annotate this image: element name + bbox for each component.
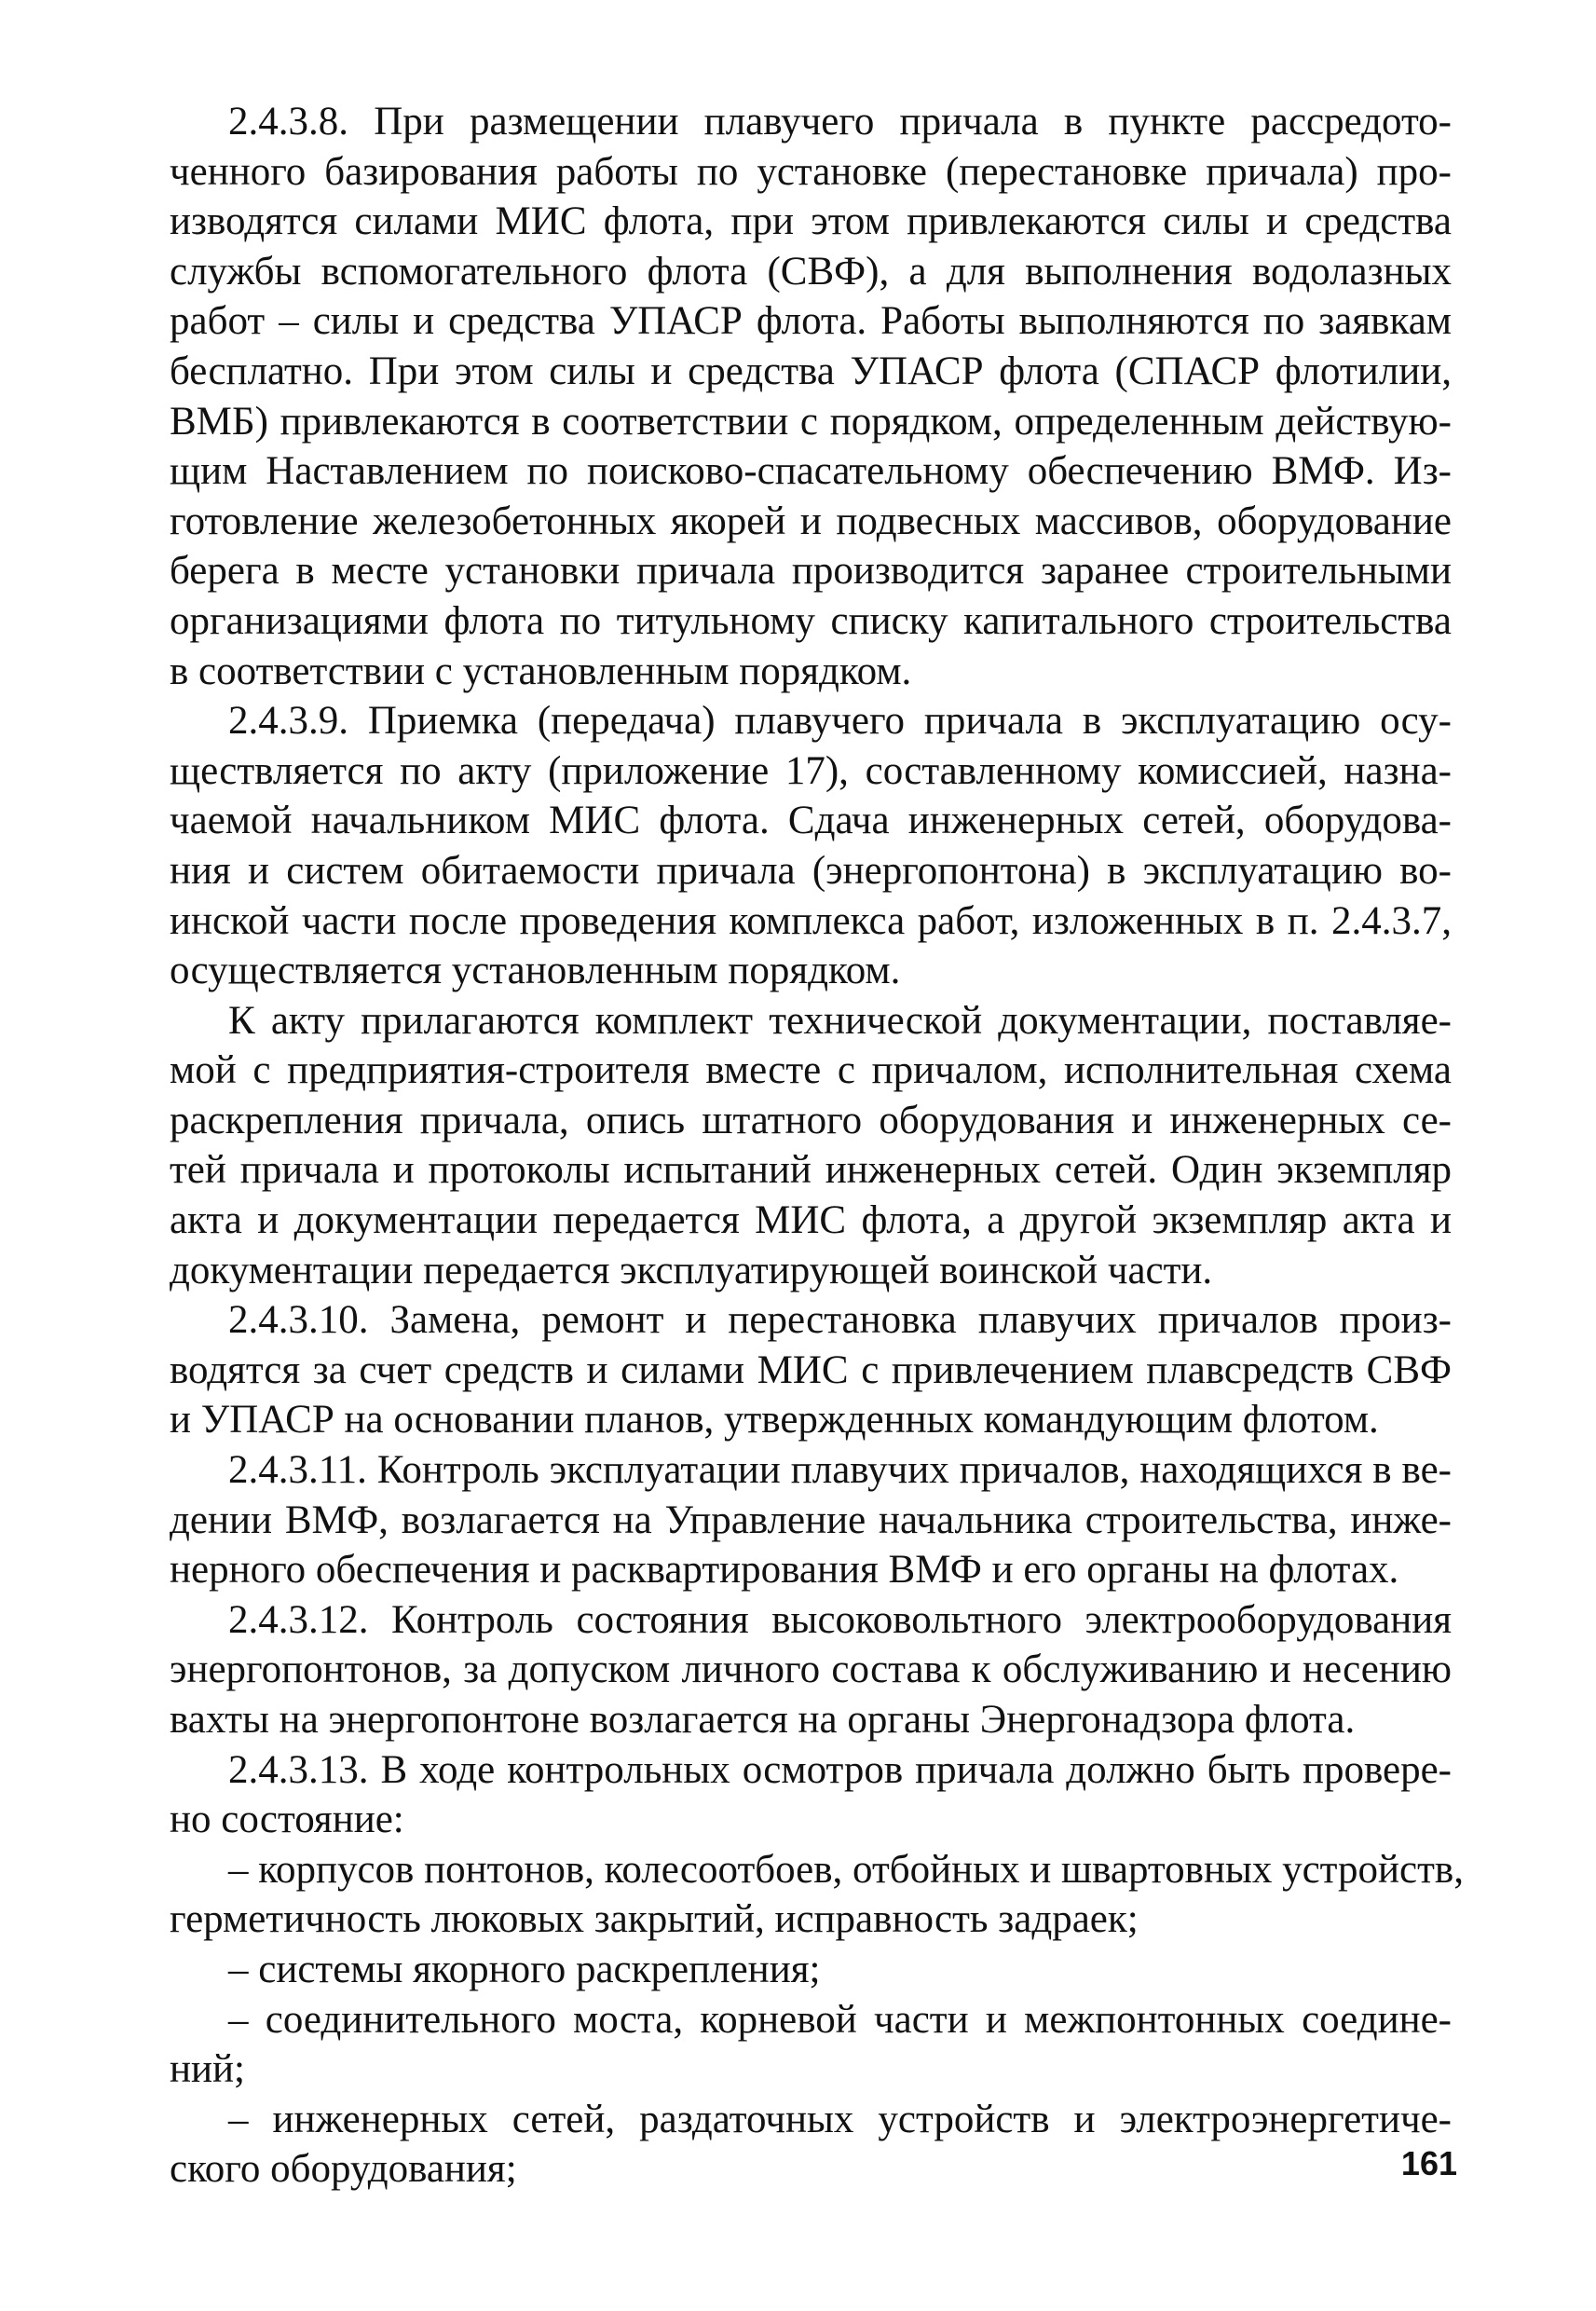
text-line: работ – силы и средства УПАСР флота. Работы выполняются по заявкам xyxy=(170,299,1452,344)
text-line: К акту прилагаются комплект технической документации, поставляе- xyxy=(228,998,1452,1043)
list-item-line: – корпусов понтонов, колесоотбоев, отбойных и швартовных устройств, xyxy=(228,1847,1464,1892)
text-line: щим Наставлением по поисково-спасательному обеспечению ВМФ. Из- xyxy=(170,449,1452,494)
text-line: 2.4.3.12. Контроль состояния высоковольтного электрооборудования xyxy=(228,1597,1452,1642)
text-line: в соответствии с установленным порядком. xyxy=(170,649,912,693)
text-line: ченного базирования работы по установке (перестановке причала) про- xyxy=(170,149,1452,194)
page-body-text xyxy=(170,97,1464,2195)
text-line: осуществляется установленным порядком. xyxy=(170,949,901,993)
list-item-line: – системы якорного раскрепления; xyxy=(228,1947,821,1991)
text-line: нерного обеспечения и расквартирования ВМФ и его органы на флотах. xyxy=(170,1548,1399,1593)
text-line: 2.4.3.9. Приемка (передача) плавучего причала в эксплуатацию осу- xyxy=(228,699,1452,744)
text-line: бесплатно. При этом силы и средства УПАСР флота (СПАСР флотилии, xyxy=(170,349,1452,393)
text-line: чаемой начальником МИС флота. Сдача инженерных сетей, оборудова- xyxy=(170,799,1452,843)
text-line: берега в месте установки причала производится заранее строительными xyxy=(170,549,1452,594)
text-line: мой с предприятия-строителя вместе с причалом, исполнительная схема xyxy=(170,1048,1452,1093)
text-line: организациями флота по титульному списку капитального строительства xyxy=(170,598,1452,643)
text-line: документации передается эксплуатирующей воинской части. xyxy=(170,1248,1213,1292)
text-line: 2.4.3.13. В ходе контрольных осмотров причала должно быть провере- xyxy=(228,1747,1452,1792)
page-number: 161 xyxy=(1400,2144,1457,2182)
text-line: готовление железобетонных якорей и подвесных массивов, оборудование xyxy=(170,499,1452,543)
text-line: акта и документации передается МИС флота, а другой экземпляр акта и xyxy=(170,1198,1452,1243)
text-line: инской части после проведения комплекса работ, изложенных в п. 2.4.3.7, xyxy=(170,898,1452,943)
text-line: службы вспомогательного флота (СВФ), а для выполнения водолазных xyxy=(170,249,1452,294)
text-line: но состояние: xyxy=(170,1798,404,1842)
list-item-line: герметичность люковых закрытий, исправность задраек; xyxy=(170,1897,1139,1942)
list-item-line: – инженерных сетей, раздаточных устройств и электроэнергетиче- xyxy=(228,2097,1452,2141)
text-line: и УПАСР на основании планов, утвержденных командующим флотом. xyxy=(170,1398,1379,1443)
text-line: изводятся силами МИС флота, при этом привлекаются силы и средства xyxy=(170,199,1452,244)
text-line: вахты на энергопонтоне возлагается на органы Энергонадзора флота. xyxy=(170,1698,1356,1742)
text-line: 2.4.3.11. Контроль эксплуатации плавучих причалов, находящихся в ве- xyxy=(228,1448,1452,1493)
text-line: водятся за счет средств и силами МИС с привлечением плавсредств СВФ xyxy=(170,1347,1452,1392)
text-line: раскрепления причала, опись штатного оборудования и инженерных се- xyxy=(170,1098,1452,1142)
text-line: ществляется по акту (приложение 17), составленному комиссией, назна- xyxy=(170,748,1452,793)
text-line: энергопонтонов, за допуском личного состава к обслуживанию и несению xyxy=(170,1648,1452,1692)
text-line: ВМБ) привлекаются в соответствии с порядком, определенным действую- xyxy=(170,399,1452,444)
text-line: ния и систем обитаемости причала (энергопонтона) в эксплуатацию во- xyxy=(170,848,1452,893)
text-line: 2.4.3.8. При размещении плавучего причала в пункте рассредото- xyxy=(228,100,1452,144)
text-line: 2.4.3.10. Замена, ремонт и перестановка плавучих причалов произ- xyxy=(228,1298,1452,1343)
text-line: тей причала и протоколы испытаний инженерных сетей. Один экземпляр xyxy=(170,1148,1452,1193)
text-line: дении ВМФ, возлагается на Управление начальника строительства, инже- xyxy=(170,1497,1452,1542)
list-item-line: – соединительного моста, корневой части и межпонтонных соедине- xyxy=(228,1997,1452,2042)
list-item-line: ний; xyxy=(170,2047,245,2092)
list-item-line: ского оборудования; xyxy=(170,2147,517,2192)
